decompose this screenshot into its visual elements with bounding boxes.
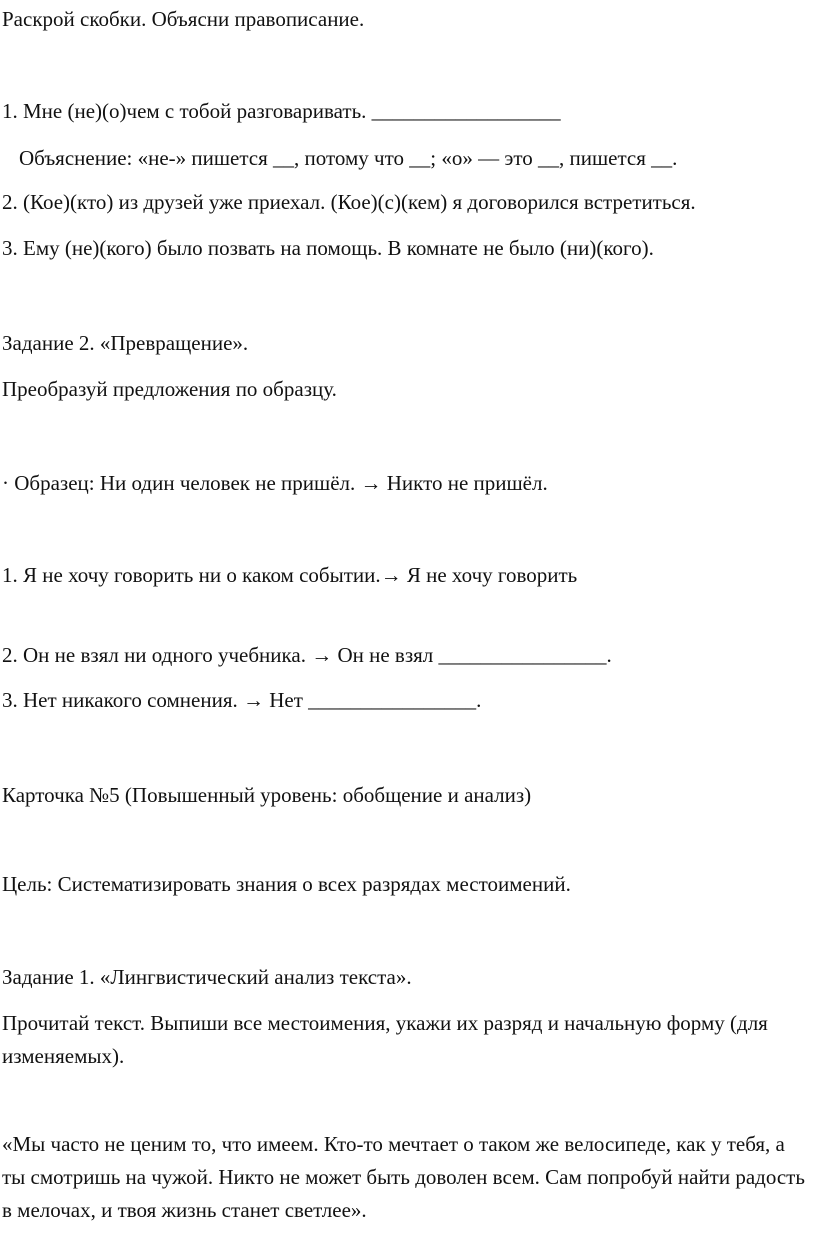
task2-item1: 1. Я не хочу говорить ни о каком событии.→ Я не хочу говорить	[2, 563, 578, 587]
task2-title: Задание 2. «Превращение».	[2, 331, 249, 355]
task1-item2: 2. (Кое)(кто) из друзей уже приехал. (Кое)(с)(кем) я договорился встретиться.	[2, 190, 696, 214]
task2-item3: 3. Нет никакого сомнения. → Нет ________________.	[2, 688, 482, 712]
task3-title: Задание 1. «Лингвистический анализ текста».	[2, 965, 412, 989]
task2-item2: 2. Он не взял ни одного учебника. → Он не взял ________________.	[2, 643, 612, 667]
task1-item1: 1. Мне (не)(о)чем с тобой разговаривать. __________________	[2, 99, 561, 123]
task2-instruction: Преобразуй предложения по образцу.	[2, 377, 337, 401]
task2-example: · Образец: Ни один человек не пришёл. → Никто не пришёл.	[2, 471, 548, 495]
task3-instruction: Прочитай текст. Выпиши все местоимения, укажи их разряд и начальную форму (для изменяемых).	[2, 1011, 768, 1068]
card5-title: Карточка №5 (Повышенный уровень: обобщение и анализ)	[2, 783, 532, 807]
card5-goal: Цель: Систематизировать знания о всех разрядах местоимений.	[2, 872, 571, 896]
task3-text: «Мы часто не ценим то, что имеем. Кто-то мечтает о таком же велосипеде, как у тебя, а ты смотришь на чужой. Никто не может быть доволен всем. Сам попробуй найти радость в мелочах, и твоя жизнь станет светлее».	[2, 1132, 805, 1222]
task1-explanation: Объяснение: «не-» пишется __, потому что __; «о» — это __, пишется __.	[19, 146, 678, 170]
heading: Раскрой скобки. Объясни правописание.	[2, 7, 365, 31]
task1-item3: 3. Ему (не)(кого) было позвать на помощь. В комнате не было (ни)(кого).	[2, 236, 654, 260]
